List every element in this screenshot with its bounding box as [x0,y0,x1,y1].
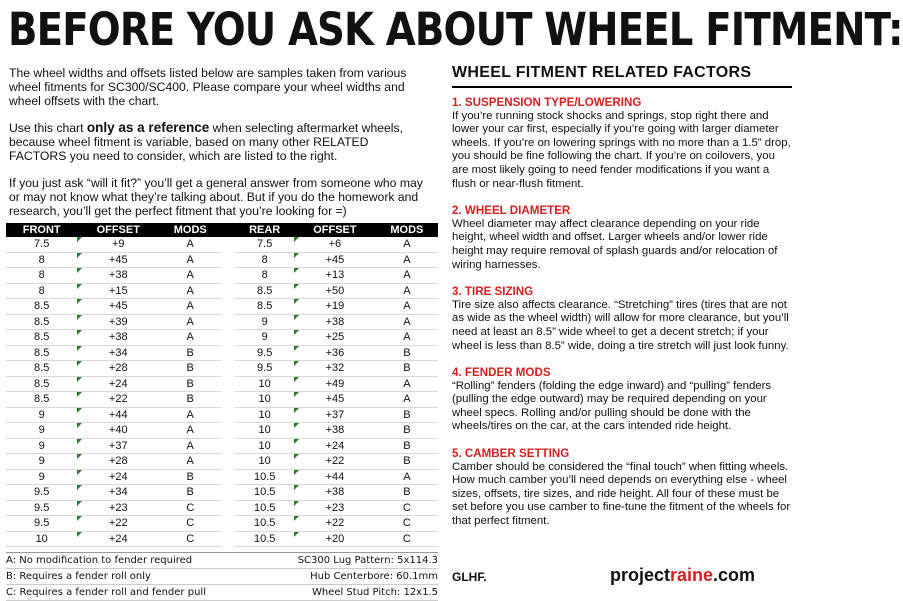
front-width-cell: 8.5 [6,330,77,346]
rear-offset-cell: +49 [294,376,376,392]
gap-cell [221,237,235,252]
intro-p2-end: when selecting aftermarket wheels, because wheel fitment is variable, based on many other RELATED FACTORS you need to consider, which are listed to the right. [9,121,403,163]
front-offset-cell: +28 [77,361,159,377]
header-rear-offset: OFFSET [294,223,376,237]
rear-width-cell: 10.5 [235,469,294,485]
table-row [6,500,438,516]
rear-width-cell: 9.5 [235,345,294,361]
factor-wheel-diameter [452,204,792,272]
front-offset-cell: +23 [77,500,159,516]
table-row [6,299,438,315]
rear-width-cell: 8.5 [235,283,294,299]
rear-width-cell: 10.5 [235,516,294,532]
front-mods-cell: C [159,516,221,532]
factor-body: Wheel diameter may affect clearance depending on your ride height, wheel width and offset. Larger wheels and/or lower ride height may require removal of splash guards and/or relocation of wiring harnesses. [452,217,778,271]
front-mods-cell: A [159,237,221,252]
gap-cell [221,438,235,454]
front-mods-cell: A [159,252,221,268]
rear-mods-cell: A [376,314,438,330]
gap-cell [221,345,235,361]
rear-width-cell: 10 [235,376,294,392]
front-offset-cell: +44 [77,407,159,423]
rear-offset-cell: +32 [294,361,376,377]
table-header-row [6,223,438,237]
page-headline: BEFORE YOU ASK ABOUT WHEEL FITMENT: [8,3,903,56]
front-mods-cell: A [159,314,221,330]
table-row [6,252,438,268]
rear-width-cell: 8.5 [235,299,294,315]
table-row [6,392,438,408]
front-offset-cell: +24 [77,531,159,547]
site-logo [610,565,755,586]
factor-camber [452,447,792,529]
rear-width-cell: 10.5 [235,531,294,547]
rear-offset-cell: +38 [294,423,376,439]
factor-fender-mods [452,366,792,434]
rear-mods-cell: A [376,283,438,299]
gap-cell [221,376,235,392]
front-mods-cell: A [159,423,221,439]
front-offset-cell: +24 [77,469,159,485]
front-offset-cell: +28 [77,454,159,470]
factor-body: Camber should be considered the “final touch” when fitting wheels. How much camber you’ll need depends on everything else - wheel sizes, offsets, tire sizes, and ride height. All four of these must be set before you use camber to fine-tune the fitment of the wheels for that perfect fitment. [452,460,791,528]
rear-offset-cell: +38 [294,314,376,330]
factor-body: If you’re running stock shocks and springs, stop right there and lower your car first, especially if you’re going with larger diameter wheels. If you’re on lowering springs with no more than a 1.5” drop, you should be fine following the chart. If you’re on coilovers, you are most likely going to need fender modifications if you want a flush or near-flush fitment. [452,109,791,190]
front-width-cell: 8.5 [6,376,77,392]
rear-offset-cell: +45 [294,392,376,408]
front-offset-cell: +15 [77,283,159,299]
front-offset-cell: +22 [77,516,159,532]
front-width-cell: 8.5 [6,361,77,377]
rear-width-cell: 10 [235,392,294,408]
table-row [6,407,438,423]
rear-width-cell: 10 [235,438,294,454]
rear-mods-cell: C [376,500,438,516]
rear-offset-cell: +37 [294,407,376,423]
front-width-cell: 8 [6,252,77,268]
table-row [6,376,438,392]
rear-mods-cell: B [376,454,438,470]
gap-cell [221,330,235,346]
front-offset-cell: +24 [77,376,159,392]
table-row [6,268,438,284]
factor-tire-sizing [452,285,792,353]
rear-width-cell: 9.5 [235,361,294,377]
table-row [6,314,438,330]
front-width-cell: 8.5 [6,299,77,315]
legend-row [6,585,438,601]
rear-offset-cell: +13 [294,268,376,284]
mods-legend [6,552,438,601]
legend-mod-b: B: Requires a fender roll only [6,571,151,582]
rear-mods-cell: A [376,392,438,408]
intro-p2-start: Use this chart [9,121,87,135]
front-mods-cell: C [159,500,221,516]
gap-cell [221,407,235,423]
front-width-cell: 9 [6,438,77,454]
front-width-cell: 8 [6,268,77,284]
logo-part-3: .com [713,565,756,585]
gap-cell [221,268,235,284]
rear-offset-cell: +6 [294,237,376,252]
rear-offset-cell: +22 [294,516,376,532]
front-mods-cell: B [159,376,221,392]
rear-offset-cell: +22 [294,454,376,470]
front-offset-cell: +45 [77,299,159,315]
front-width-cell: 9 [6,423,77,439]
gap-cell [221,531,235,547]
rear-mods-cell: C [376,516,438,532]
gap-cell [221,516,235,532]
rear-mods-cell: A [376,299,438,315]
rear-mods-cell: A [376,330,438,346]
front-mods-cell: B [159,361,221,377]
table-row [6,423,438,439]
front-mods-cell: A [159,283,221,299]
gap-cell [221,423,235,439]
front-mods-cell: A [159,330,221,346]
rear-width-cell: 9 [235,330,294,346]
factor-body: Tire size also affects clearance. “Stretching” tires (tires that are not as wide as the wheel width) will allow for more clearance, but you’ll need at least an 8.5” wide wheel to get a decent stretch; if your wheel is less than 8.5” wide, doing a tire stretch will just look funny. [452,298,789,352]
front-offset-cell: +34 [77,345,159,361]
rear-mods-cell: A [376,268,438,284]
front-width-cell: 8.5 [6,392,77,408]
table-row [6,516,438,532]
rear-mods-cell: A [376,469,438,485]
table-row [6,469,438,485]
gap-cell [221,252,235,268]
factors-panel [452,64,792,529]
intro-paragraph-1: The wheel widths and offsets listed below are samples taken from various wheel fitments for SC300/SC400. Please compare your wheel widths and wheel offsets with the chart. [9,66,407,108]
table-row [6,454,438,470]
front-mods-cell: B [159,485,221,501]
front-offset-cell: +34 [77,485,159,501]
factor-title: 1. SUSPENSION TYPE/LOWERING [452,96,642,109]
table-row [6,531,438,547]
front-mods-cell: A [159,454,221,470]
header-gap [221,223,235,237]
factor-title: 5. CAMBER SETTING [452,447,570,461]
front-width-cell: 9 [6,407,77,423]
rear-offset-cell: +45 [294,252,376,268]
header-front: FRONT [6,223,77,237]
intro-paragraph-3: If you just ask “will it fit?” you’ll get a general answer from someone who may or may not know what they’re talking about. But if you do the homework and research, you’ll get the perfect fitment that you’re looking for =) [9,176,423,218]
header-rear: REAR [235,223,294,237]
rear-width-cell: 10 [235,454,294,470]
rear-width-cell: 8 [235,252,294,268]
front-mods-cell: B [159,469,221,485]
table-row [6,283,438,299]
gap-cell [221,361,235,377]
rear-width-cell: 10 [235,407,294,423]
wheel-stud-pitch: Wheel Stud Pitch: 12x1.5 [311,587,438,598]
table-row [6,237,438,252]
front-offset-cell: +38 [77,330,159,346]
factor-suspension [452,96,792,191]
front-width-cell: 9.5 [6,485,77,501]
rear-mods-cell: B [376,438,438,454]
gap-cell [221,469,235,485]
front-offset-cell: +22 [77,392,159,408]
rear-offset-cell: +20 [294,531,376,547]
rear-mods-cell: C [376,531,438,547]
gap-cell [221,485,235,501]
gap-cell [221,500,235,516]
factor-body: “Rolling” fenders (folding the edge inward) and “pulling” fenders (pulling the edge outward) may be required depending on your wheel specs. Rolling and/or pulling should be done with the wheels/tires on the car, at the cars intended ride height. [452,379,772,433]
table-row [6,361,438,377]
front-width-cell: 9 [6,454,77,470]
fitment-table [6,223,438,547]
logo-part-1: project [610,565,671,585]
rear-offset-cell: +44 [294,469,376,485]
front-width-cell: 7.5 [6,237,77,252]
lug-pattern: SC300 Lug Pattern: 5x114.3 [297,555,438,566]
hub-centerbore: Hub Centerbore: 60.1mm [310,571,438,582]
table-row [6,438,438,454]
signoff: GLHF. [452,570,487,584]
gap-cell [221,283,235,299]
rear-mods-cell: B [376,407,438,423]
rear-offset-cell: +50 [294,283,376,299]
rear-mods-cell: A [376,252,438,268]
gap-cell [221,392,235,408]
front-offset-cell: +40 [77,423,159,439]
front-mods-cell: A [159,299,221,315]
table-row [6,345,438,361]
factor-title: 4. FENDER MODS [452,366,551,380]
front-mods-cell: A [159,268,221,284]
factors-title: WHEEL FITMENT RELATED FACTORS [452,64,792,88]
table-body [6,237,438,547]
rear-width-cell: 10.5 [235,500,294,516]
front-offset-cell: +45 [77,252,159,268]
intro-p2-emphasis: only as a reference [86,120,210,135]
front-mods-cell: B [159,392,221,408]
gap-cell [221,314,235,330]
front-mods-cell: C [159,531,221,547]
intro-paragraph-2 [9,121,429,163]
rear-mods-cell: B [376,485,438,501]
header-front-mods: MODS [159,223,221,237]
rear-width-cell: 7.5 [235,237,294,252]
rear-offset-cell: +25 [294,330,376,346]
front-width-cell: 10 [6,531,77,547]
rear-offset-cell: +19 [294,299,376,315]
front-width-cell: 9.5 [6,500,77,516]
front-width-cell: 8.5 [6,314,77,330]
front-offset-cell: +39 [77,314,159,330]
front-width-cell: 8.5 [6,345,77,361]
rear-width-cell: 8 [235,268,294,284]
rear-offset-cell: +24 [294,438,376,454]
factor-title: 3. TIRE SIZING [452,285,534,299]
rear-mods-cell: A [376,376,438,392]
front-offset-cell: +9 [77,237,159,252]
logo-part-2: raine [670,565,714,585]
rear-mods-cell: B [376,345,438,361]
header-front-offset: OFFSET [77,223,159,237]
legend-row [6,569,438,585]
gap-cell [221,299,235,315]
table-row [6,485,438,501]
rear-offset-cell: +36 [294,345,376,361]
factor-title: 2. WHEEL DIAMETER [452,204,571,218]
rear-mods-cell: B [376,423,438,439]
front-mods-cell: B [159,345,221,361]
header-rear-mods: MODS [376,223,438,237]
legend-row [6,553,438,569]
gap-cell [221,454,235,470]
table-row [6,330,438,346]
rear-mods-cell: A [376,237,438,252]
front-mods-cell: A [159,407,221,423]
legend-mod-a: A: No modification to fender required [6,555,193,566]
front-width-cell: 8 [6,283,77,299]
front-offset-cell: +37 [77,438,159,454]
front-mods-cell: A [159,438,221,454]
rear-offset-cell: +23 [294,500,376,516]
rear-offset-cell: +38 [294,485,376,501]
rear-width-cell: 9 [235,314,294,330]
front-width-cell: 9 [6,469,77,485]
intro-text [9,66,429,231]
front-offset-cell: +38 [77,268,159,284]
rear-width-cell: 10 [235,423,294,439]
legend-mod-c: C: Requires a fender roll and fender pull [6,587,206,598]
rear-mods-cell: B [376,361,438,377]
rear-width-cell: 10.5 [235,485,294,501]
front-width-cell: 9.5 [6,516,77,532]
